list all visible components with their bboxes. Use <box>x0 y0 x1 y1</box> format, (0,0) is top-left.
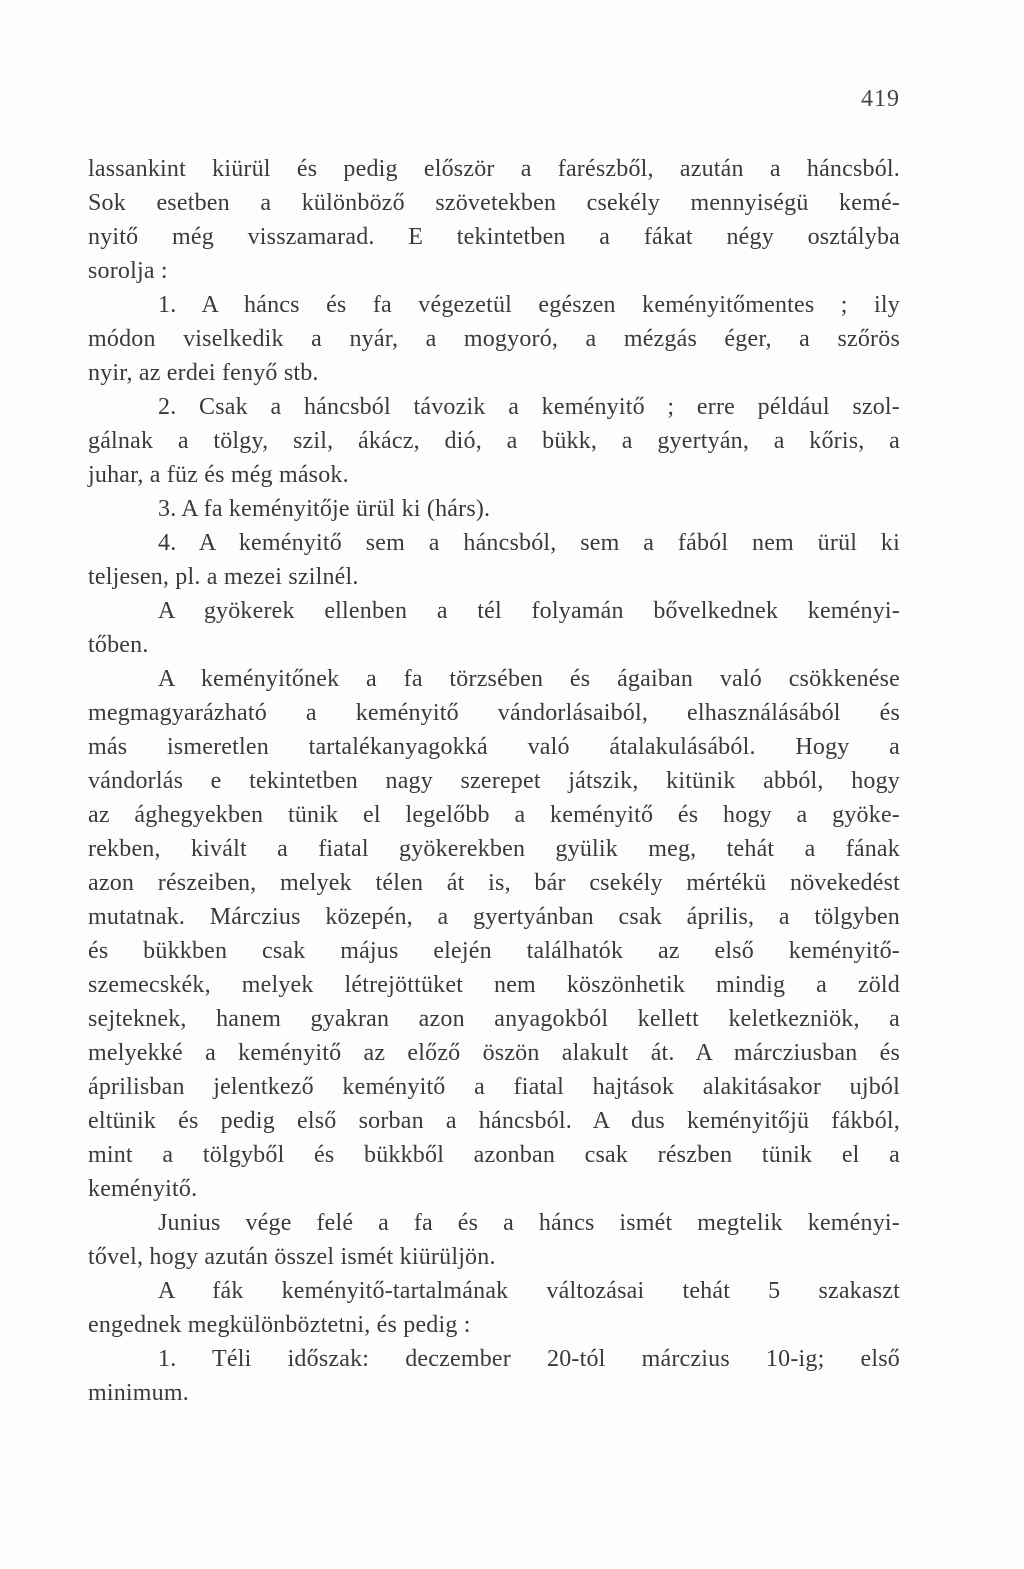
page-number: 419 <box>861 86 900 112</box>
text-line: juhar, a füz és még mások. <box>88 462 349 488</box>
text-line: mint a tölgyből és bükkből azonban csak részben tünik el a <box>88 1142 900 1168</box>
text-line: A keményitőnek a fa törzsében és ágaiban való csökkenése <box>158 666 900 692</box>
text-line: A fák keményitő-tartalmának változásai tehát 5 szakaszt <box>158 1278 900 1304</box>
text-line: Junius vége felé a fa és a háncs ismét megtelik keményi- <box>158 1210 900 1236</box>
text-line: és bükkben csak május elején találhatók az első keményitő- <box>88 938 900 964</box>
text-line: áprilisban jelentkező keményitő a fiatal hajtások alakitásakor ujból <box>88 1074 900 1100</box>
text-line: sejteknek, hanem gyakran azon anyagokból kellett keletkezniök, a <box>88 1006 900 1032</box>
text-line: azon részeiben, melyek télen át is, bár csekély mértékü növekedést <box>88 870 900 896</box>
body-text <box>88 152 900 1410</box>
text-line: nyitő még visszamarad. E tekintetben a fákat négy osztályba <box>88 224 900 250</box>
text-line: 2. Csak a háncsból távozik a keményitő ; erre például szol- <box>158 394 900 420</box>
text-line: gálnak a tölgy, szil, ákácz, dió, a bükk, a gyertyán, a kőris, a <box>88 428 900 454</box>
text-line: keményitő. <box>88 1176 198 1202</box>
text-line: Sok esetben a különböző szövetekben csekély mennyiségü kemé- <box>88 190 900 216</box>
text-line: mutatnak. Márczius közepén, a gyertyánban csak április, a tölgyben <box>88 904 900 930</box>
text-line: lassankint kiürül és pedig először a farészből, azután a háncsból. <box>88 156 900 182</box>
text-line: teljesen, pl. a mezei szilnél. <box>88 564 359 590</box>
text-line: vándorlás e tekintetben nagy szerepet játszik, kitünik abból, hogy <box>88 768 900 794</box>
text-line: engednek megkülönböztetni, és pedig : <box>88 1312 471 1338</box>
text-line: sorolja : <box>88 258 168 284</box>
text-line: rekben, kivált a fiatal gyökerekben gyülik meg, tehát a fának <box>88 836 900 862</box>
text-line: A gyökerek ellenben a tél folyamán bővelkednek keményi- <box>158 598 900 624</box>
text-line: szemecskék, melyek létrejöttüket nem köszönhetik mindig a zöld <box>88 972 900 998</box>
text-line: megmagyarázható a keményitő vándorlásaiból, elhasználásából és <box>88 700 900 726</box>
text-line: 3. A fa keményitője ürül ki (hárs). <box>158 496 491 522</box>
text-line: minimum. <box>88 1380 189 1406</box>
text-line: az ághegyekben tünik el legelőbb a keményitő és hogy a gyöke- <box>88 802 900 828</box>
text-line: 1. A háncs és fa végezetül egészen keményitőmentes ; ily <box>158 292 900 318</box>
text-line: 1. Téli időszak: deczember 20-tól márczius 10-ig; első <box>158 1346 900 1372</box>
text-line: más ismeretlen tartalékanyagokká való átalakulásából. Hogy a <box>88 734 900 760</box>
text-line: 4. A keményitő sem a háncsból, sem a fából nem ürül ki <box>158 530 900 556</box>
text-line: tőben. <box>88 632 149 658</box>
text-line: tővel, hogy azután összel ismét kiürüljön. <box>88 1244 496 1270</box>
text-line: módon viselkedik a nyár, a mogyoró, a mézgás éger, a szőrös <box>88 326 900 352</box>
text-line: nyir, az erdei fenyő stb. <box>88 360 319 386</box>
text-line: eltünik és pedig első sorban a háncsból. A dus keményitőjü fákból, <box>88 1108 900 1134</box>
text-line: melyekké a keményitő az előző öszön alakult át. A márcziusban és <box>88 1040 900 1066</box>
